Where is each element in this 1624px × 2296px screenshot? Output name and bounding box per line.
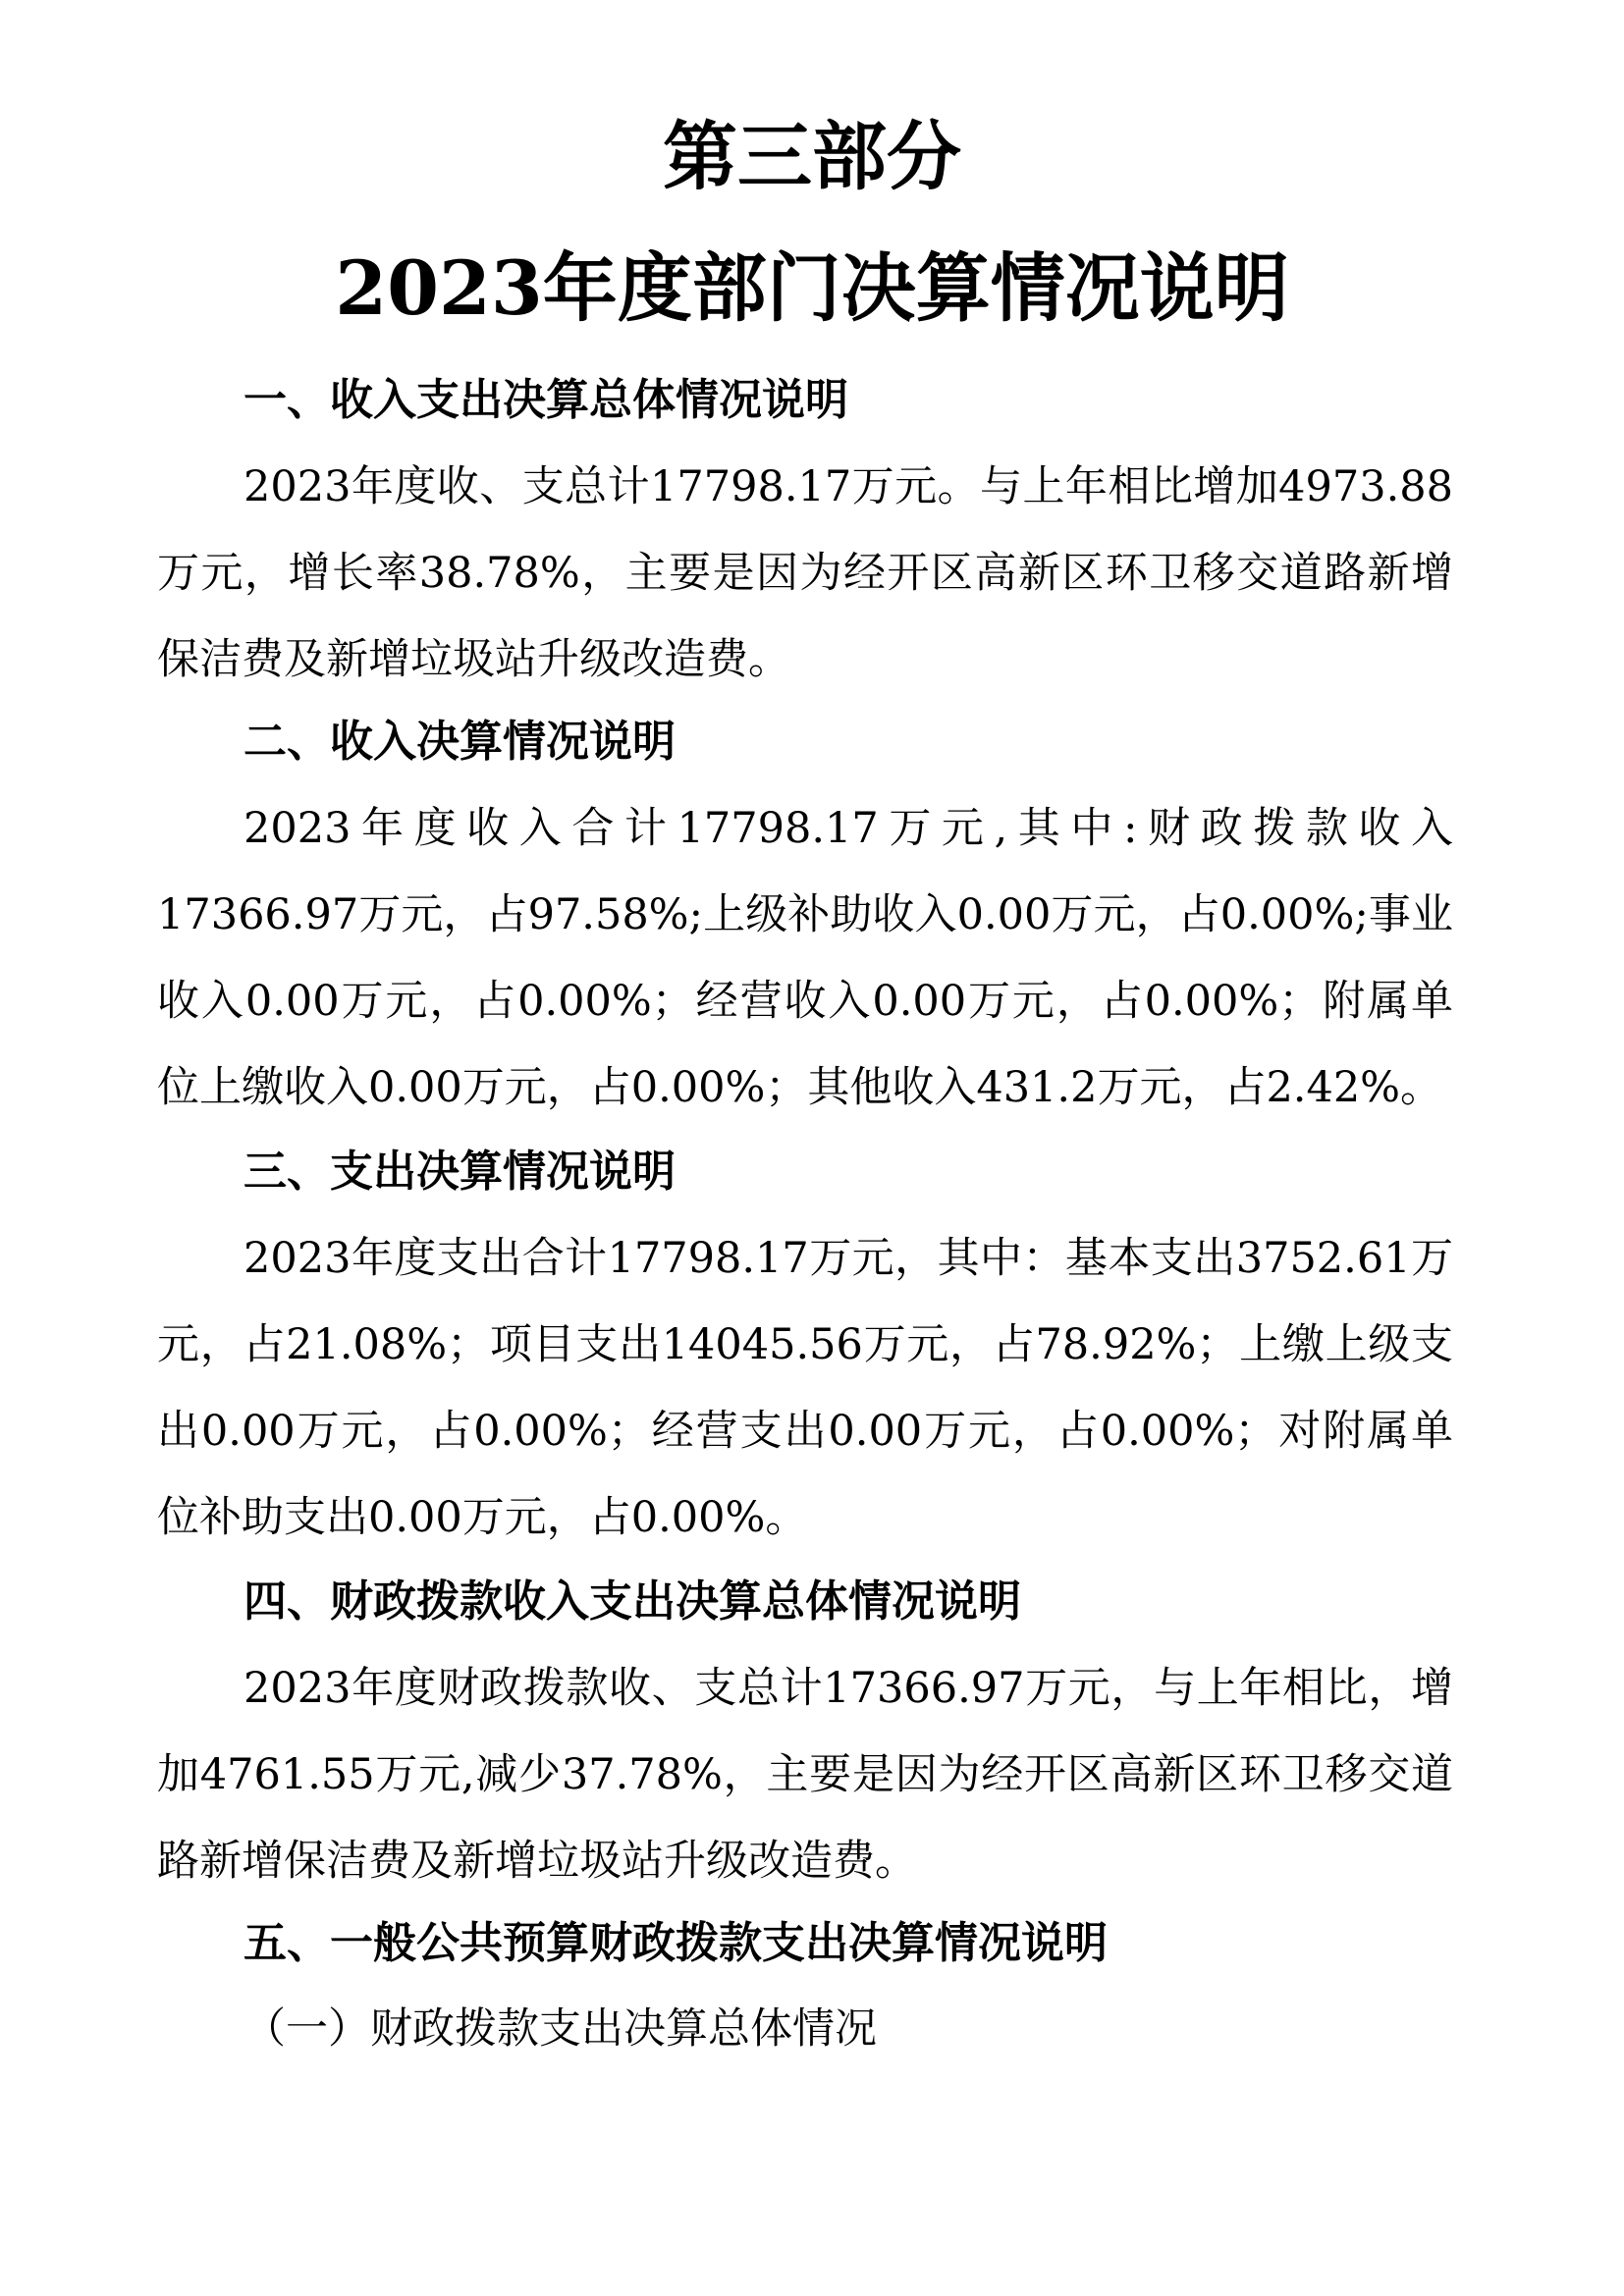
section-body-2: 2023年度收入合计17798.17万元,其中:财政拨款收入17366.97万元，占97.58%;上级补助收入0.00万元，占0.00%;事业收入0.00万元，占0.00%；经营收入0.00万元，占0.00%；附属单位上缴收入0.00万元，占0.00%；其他收入431.2万元，占2.42%。 — [157, 804, 1453, 1112]
section-body-4: 2023年度财政拨款收、支总计17366.97万元，与上年相比，增加4761.55万元,减少37.78%，主要是因为经开区高新区环卫移交道路新增保洁费及新增垃圾站升级改造费。 — [157, 1664, 1453, 1886]
section-heading-5: 五、一般公共预算财政拨款支出决算情况说明 — [244, 1918, 1108, 1968]
section-heading-1: 一、收入支出决算总体情况说明 — [244, 375, 848, 425]
section-body-3: 2023年度支出合计17798.17万元，其中：基本支出3752.61万元，占21.08%；项目支出14045.56万元，占78.92%；上缴上级支出0.00万元，占0.00%；经营支出0.00万元，占0.00%；对附属单位补助支出0.00万元，占0.00%。 — [157, 1234, 1453, 1542]
section-heading-3: 三、支出决算情况说明 — [244, 1147, 676, 1197]
section-heading-4: 四、财政拨款收入支出决算总体情况说明 — [244, 1576, 1021, 1627]
subsection-heading: （一）财政拨款支出决算总体情况 — [244, 2004, 877, 2054]
section-body-1: 2023年度收、支总计17798.17万元。与上年相比增加4973.88万元，增长率38.78%，主要是因为经开区高新区环卫移交道路新增保洁费及新增垃圾站升级改造费。 — [157, 462, 1453, 684]
document-title: 2023年度部门决算情况说明 — [335, 244, 1289, 332]
section-heading-2: 二、收入决算情况说明 — [244, 717, 676, 767]
part-title: 第三部分 — [663, 113, 961, 200]
